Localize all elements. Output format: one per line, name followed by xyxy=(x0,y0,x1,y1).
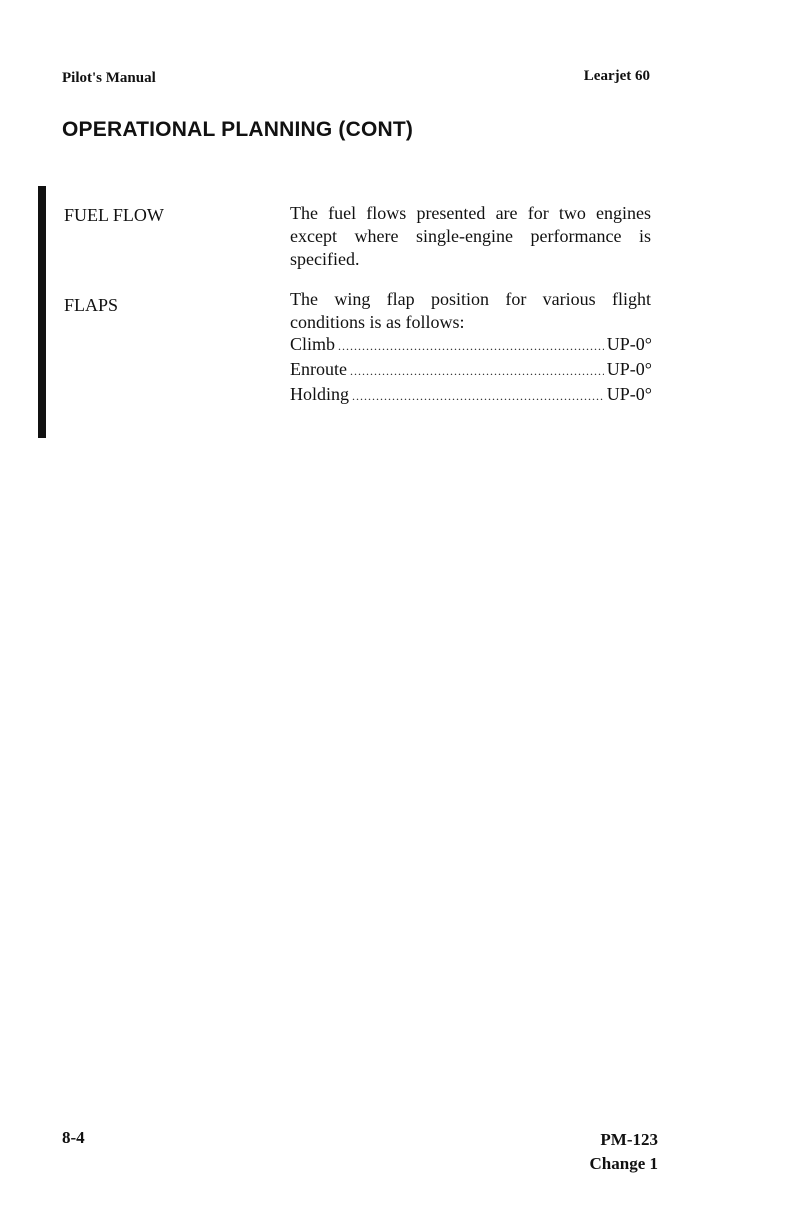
list-item xyxy=(290,358,652,383)
flight-condition-label: Climb xyxy=(290,334,336,354)
flap-setting-value: UP-0° xyxy=(606,384,652,404)
flap-setting-value: UP-0° xyxy=(606,359,652,379)
dot-leader xyxy=(352,385,604,408)
dot-leader xyxy=(338,335,604,358)
flap-position-list xyxy=(290,333,652,408)
flap-setting-value: UP-0° xyxy=(606,334,652,354)
entry-text-fuel-flow: The fuel flows presented are for two engines except where single-engine performance is specified. xyxy=(290,203,651,269)
footer-document-info xyxy=(590,1128,658,1176)
flight-condition-label: Enroute xyxy=(290,359,347,379)
entry-label-fuel-flow: FUEL FLOW xyxy=(64,205,164,225)
running-header-manual-title: Pilot's Manual xyxy=(62,70,156,86)
flight-condition-label: Holding xyxy=(290,384,350,404)
page-number: 8-4 xyxy=(62,1128,85,1147)
list-item xyxy=(290,333,652,358)
entry-label-flaps: FLAPS xyxy=(64,295,119,315)
running-header-aircraft: Learjet 60 xyxy=(583,68,650,84)
document-number: PM-123 xyxy=(600,1130,658,1149)
section-title: OPERATIONAL PLANNING (CONT) xyxy=(62,118,414,141)
list-item xyxy=(290,383,652,408)
change-number: Change 1 xyxy=(589,1154,658,1173)
dot-leader xyxy=(350,360,604,383)
revision-change-bar xyxy=(38,186,46,438)
entry-text-flaps: The wing flap position for various flight conditions is as follows: xyxy=(290,289,651,332)
